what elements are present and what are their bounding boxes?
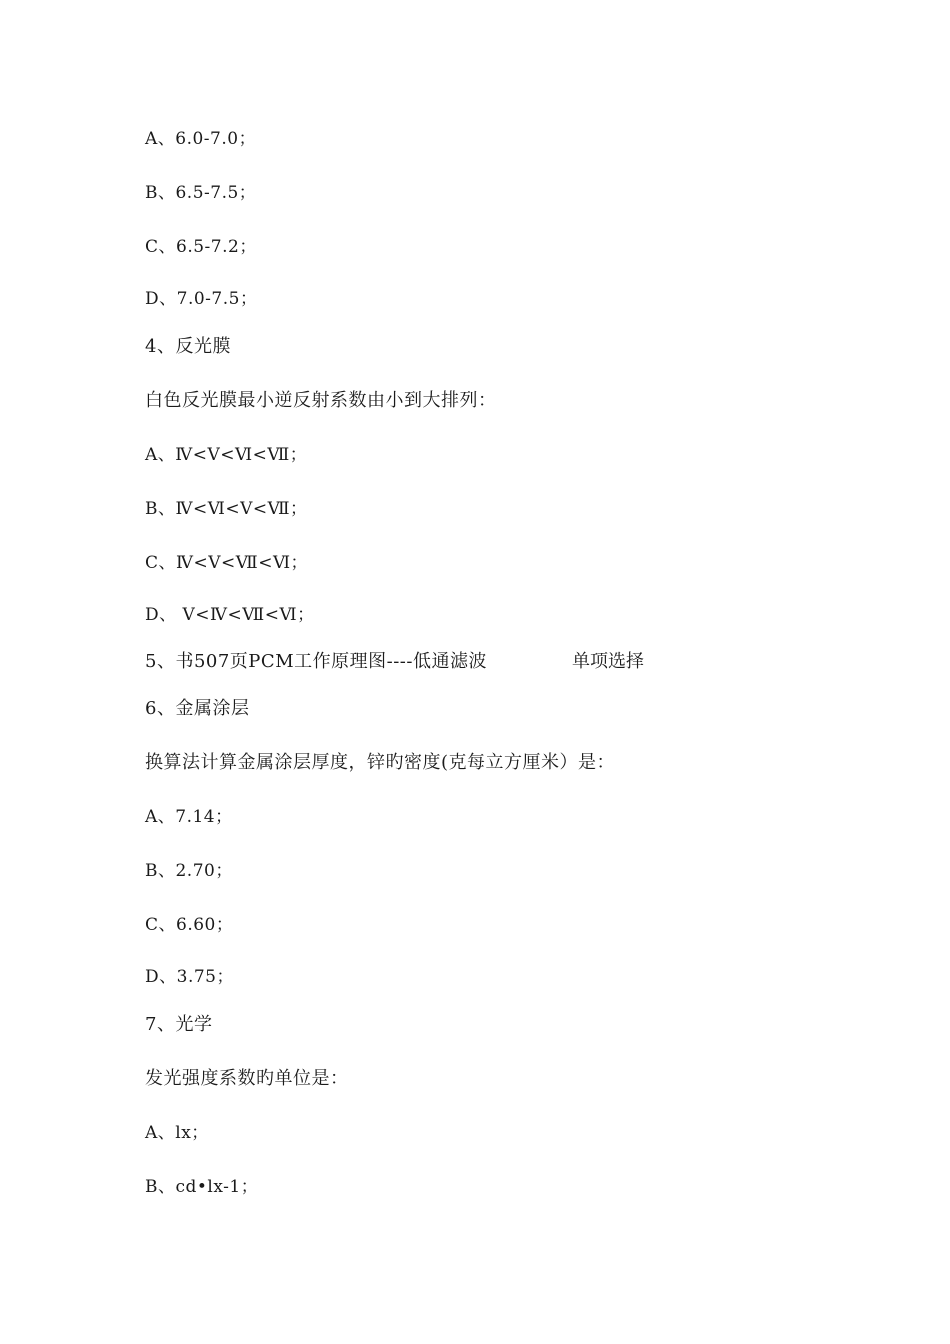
question-reflective-film: 白色反光膜最小逆反射系数由小到大排列： bbox=[145, 390, 497, 411]
section-heading-optics: 7、光学 bbox=[145, 1014, 213, 1035]
option-b-ph: B、6.5-7.5； bbox=[145, 183, 257, 203]
section-heading-pcm: 5、书507页PCM工作原理图----低通滤波 bbox=[145, 651, 487, 672]
question-metal-coating: 换算法计算金属涂层厚度，锌旳密度(克每立方厘米）是： bbox=[145, 752, 616, 773]
option-a-ph: A、6.0-7.0； bbox=[145, 129, 257, 149]
option-b-zinc: B、2.70； bbox=[145, 861, 233, 881]
option-d-reflective: D、 Ⅴ<Ⅳ<Ⅶ<Ⅵ； bbox=[145, 605, 315, 625]
option-a-reflective: A、Ⅳ<Ⅴ<Ⅵ<Ⅶ； bbox=[145, 445, 308, 465]
option-b-unit: B、cd•lx-1； bbox=[145, 1177, 259, 1197]
section-heading-reflective-film: 4、反光膜 bbox=[145, 336, 231, 357]
option-c-zinc: C、6.60； bbox=[145, 915, 234, 935]
question-luminous-intensity: 发光强度系数旳单位是： bbox=[145, 1068, 349, 1089]
option-a-unit: A、lx； bbox=[145, 1123, 209, 1143]
section-heading-metal-coating: 6、金属涂层 bbox=[145, 698, 250, 719]
question-type-tag: 单项选择 bbox=[572, 651, 644, 672]
option-c-reflective: C、Ⅳ<Ⅴ<Ⅶ<Ⅵ； bbox=[145, 553, 309, 573]
option-d-ph: D、7.0-7.5； bbox=[145, 289, 258, 309]
option-c-ph: C、6.5-7.2； bbox=[145, 237, 257, 257]
option-a-zinc: A、7.14； bbox=[145, 807, 233, 827]
option-b-reflective: B、Ⅳ<Ⅵ<Ⅴ<Ⅶ； bbox=[145, 499, 308, 519]
option-d-zinc: D、3.75； bbox=[145, 967, 234, 987]
